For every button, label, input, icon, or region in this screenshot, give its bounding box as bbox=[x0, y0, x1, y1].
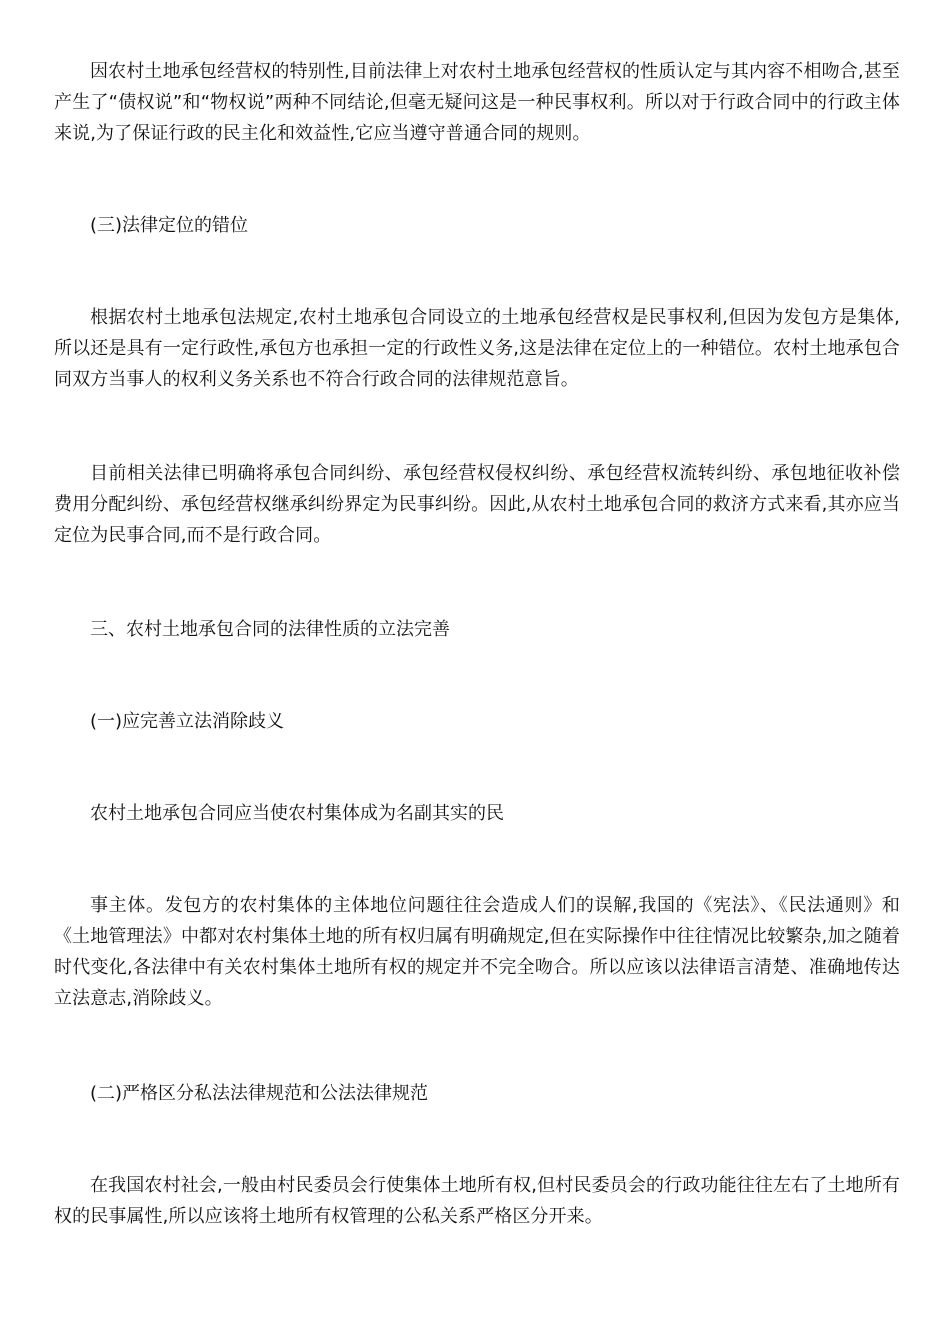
paragraph-village-committee: 在我国农村社会,一般由村民委员会行使集体土地所有权,但村民委员会的行政功能往往左右了土地所有权的民事属性,所以应该将土地所有权管理的公私关系严格区分开来。 bbox=[54, 1175, 900, 1227]
heading-legal-positioning: (三)法律定位的错位 bbox=[90, 215, 249, 236]
paragraph-contract-nature: 因农村土地承包经营权的特别性,目前法律上对农村土地承包经营权的性质认定与其内容不相吻合,甚至产生了“债权说”和“物权说”两种不同结论,但毫无疑问这是一种民事权利。所以对于行政合同中的行政主体来说,为了保证行政的民主化和效益性,它应当遵守普通合同的规则。 bbox=[54, 61, 900, 144]
paragraph-civil-disputes: 目前相关法律已明确将承包合同纠纷、承包经营权侵权纠纷、承包经营权流转纠纷、承包地征收补偿费用分配纠纷、承包经营权继承纠纷界定为民事纠纷。因此,从农村土地承包合同的救济方式来看,其亦应当定位为民事合同,而不是行政合同。 bbox=[54, 463, 900, 546]
paragraph-positioning-detail: 根据农村土地承包法规定,农村土地承包合同设立的土地承包经营权是民事权利,但因为发包方是集体,所以还是具有一定行政性,承包方也承担一定的行政性义务,这是法律在定位上的一种错位。农村土地承包合同双方当事人的权利义务关系也不符合行政合同的法律规范意旨。 bbox=[54, 307, 900, 390]
paragraph-collective-subject-start: 农村土地承包合同应当使农村集体成为名副其实的民 bbox=[90, 803, 504, 824]
heading-public-private-law: (二)严格区分私法法律规范和公法法律规范 bbox=[90, 1083, 429, 1104]
heading-section-three: 三、农村土地承包合同的法律性质的立法完善 bbox=[90, 619, 450, 640]
heading-eliminate-ambiguity: (一)应完善立法消除歧义 bbox=[90, 711, 285, 732]
paragraph-collective-subject-cont: 事主体。发包方的农村集体的主体地位问题往往会造成人们的误解,我国的《宪法》、《民法通则》和《土地管理法》中都对农村集体土地的所有权归属有明确规定,但在实际操作中往往情况比较繁杂,加之随着时代变化,各法律中有关农村集体土地所有权的规定并不完全吻合。所以应该以法律语言清楚、准确地传达立法意志,消除歧义。 bbox=[54, 895, 900, 1009]
